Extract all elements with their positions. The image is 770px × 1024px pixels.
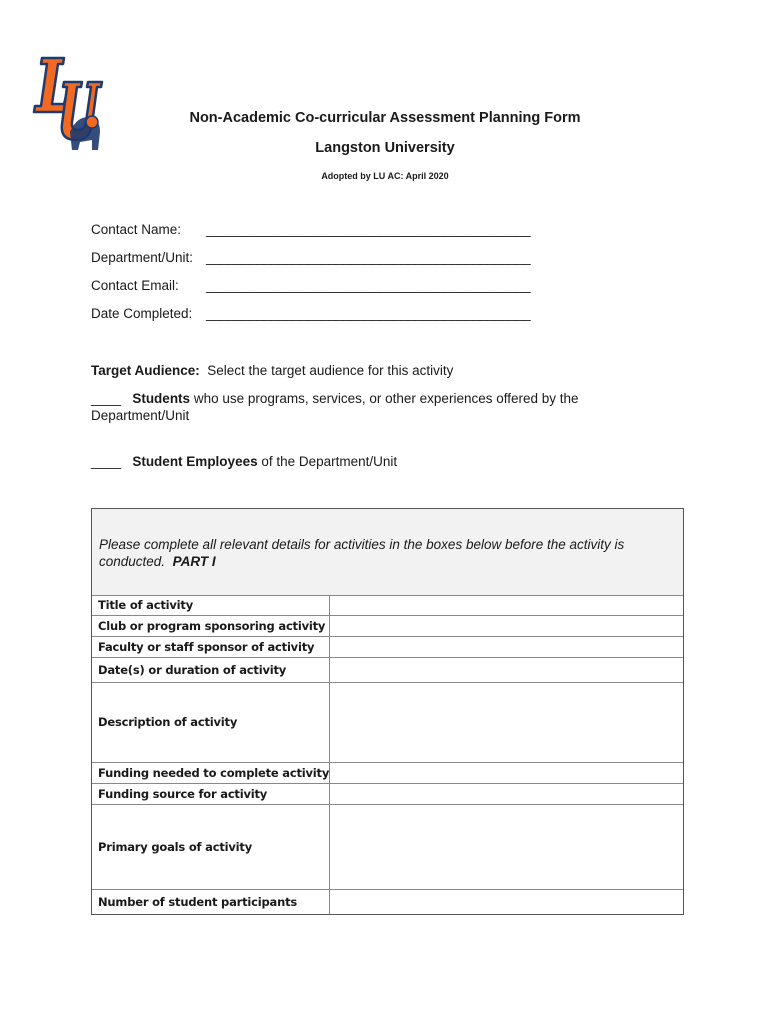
row-label-faculty: Faculty or staff sponsor of activity — [98, 640, 315, 654]
table-row — [92, 616, 683, 637]
row-label-funding-source: Funding source for activity — [98, 787, 268, 801]
row-label-dates: Date(s) or duration of activity — [98, 663, 287, 677]
target-audience-line — [91, 362, 691, 379]
club-sponsor-input[interactable] — [329, 616, 683, 636]
contact-name-label: Contact Name: — [91, 222, 182, 237]
table-row — [92, 763, 683, 784]
students-label: Students — [132, 391, 191, 406]
table-row — [92, 890, 683, 914]
dates-duration-input[interactable] — [329, 658, 683, 682]
title-of-activity-input[interactable] — [329, 595, 683, 615]
table-row — [92, 683, 683, 763]
description-input[interactable] — [329, 683, 683, 762]
row-label-title: Title of activity — [98, 598, 193, 612]
faculty-sponsor-input[interactable] — [329, 637, 683, 657]
table-row — [92, 805, 683, 890]
funding-needed-input[interactable] — [329, 763, 683, 783]
audience-option-student-employees — [91, 453, 691, 470]
department-unit-field[interactable]: _____________________________________________ — [206, 250, 531, 265]
department-unit-label: Department/Unit: — [91, 250, 194, 265]
student-employees-label: Student Employees — [132, 454, 258, 469]
contact-name-field[interactable]: _____________________________________________ — [206, 222, 531, 237]
target-audience-prompt: Select the target audience for this activity — [207, 363, 454, 378]
instruction-body: Please complete all relevant details for activities in the boxes below before the activity is conducted. — [99, 537, 625, 569]
row-label-club: Club or program sponsoring activity — [98, 619, 326, 633]
instruction-text — [99, 536, 653, 570]
audience-option-students — [91, 390, 601, 424]
student-employees-description: of the Department/Unit — [257, 454, 398, 469]
row-label-description: Description of activity — [98, 715, 238, 729]
date-completed-field[interactable]: _____________________________________________ — [206, 306, 531, 321]
contact-email-label: Contact Email: — [91, 278, 179, 293]
adopted-note: Adopted by LU AC: April 2020 — [321, 171, 449, 181]
contact-email-field[interactable]: _____________________________________________ — [206, 278, 531, 293]
form-title: Non-Academic Co-curricular Assessment Planning Form — [189, 110, 581, 126]
student-employees-checkbox-blank[interactable]: ____ — [91, 454, 122, 469]
students-checkbox-blank[interactable]: ____ — [91, 391, 122, 406]
university-name: Langston University — [315, 140, 455, 156]
row-label-funding-needed: Funding needed to complete activity — [98, 766, 330, 780]
table-row — [92, 637, 683, 658]
students-description: who use programs, services, or other experiences offered by the Department/Unit — [91, 391, 579, 423]
primary-goals-input[interactable] — [329, 805, 683, 889]
table-row — [92, 658, 683, 683]
part-label: PART I — [172, 554, 216, 569]
funding-source-input[interactable] — [329, 784, 683, 804]
table-row — [92, 595, 683, 616]
row-label-goals: Primary goals of activity — [98, 840, 252, 854]
table-instructions — [92, 509, 683, 596]
target-audience-heading: Target Audience: — [91, 363, 200, 378]
row-label-participants: Number of student participants — [98, 895, 298, 909]
date-completed-label: Date Completed: — [91, 306, 193, 321]
activity-details-table — [91, 508, 684, 915]
table-row — [92, 784, 683, 805]
student-participants-input[interactable] — [329, 890, 683, 914]
